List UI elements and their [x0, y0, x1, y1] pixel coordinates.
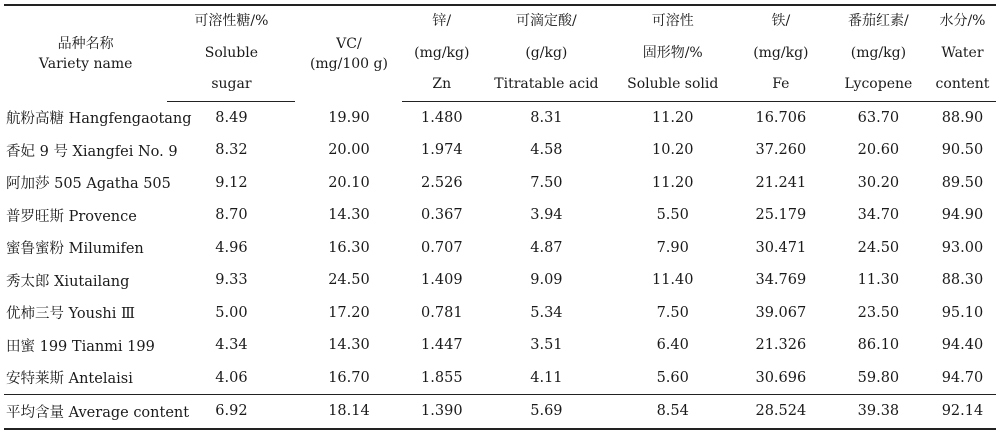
average-value-cell: 18.14 [295, 395, 402, 429]
variety-cell: 田蜜 199 Tianmi 199 [6, 338, 155, 355]
header-soluble-solid-line2: 固形物/% [642, 44, 703, 61]
average-row [4, 395, 996, 429]
header-titratable-acid-line1: 可滴定酸/ [481, 5, 611, 38]
header-fe-line2: (mg/kg) [753, 44, 809, 61]
average-value-cell: 39.38 [828, 395, 929, 429]
value-cell: 9.33 [215, 272, 248, 289]
header-titratable-acid-line2: (g/kg) [525, 44, 568, 61]
value-cell: 1.447 [421, 337, 463, 354]
value-cell: 4.11 [530, 369, 563, 386]
header-line: VC/ [336, 35, 362, 52]
value-cell: 25.179 [755, 207, 807, 224]
value-cell: 8.32 [215, 142, 248, 159]
value-cell: 94.70 [941, 369, 984, 386]
value-cell: 5.60 [656, 369, 689, 386]
header-line: (mg/100 g) [309, 55, 388, 72]
header-lycopene-line2: (mg/kg) [850, 44, 907, 61]
value-cell: 90.50 [941, 142, 984, 159]
value-cell: 86.10 [857, 337, 900, 354]
value-cell: 4.58 [530, 142, 563, 159]
average-value-cell: 8.54 [612, 395, 734, 429]
value-cell: 39.067 [755, 304, 807, 321]
value-cell: 63.70 [857, 109, 900, 126]
value-cell: 8.49 [215, 109, 248, 126]
value-cell: 1.974 [421, 142, 463, 159]
value-cell: 21.241 [755, 174, 807, 191]
variety-cell: 秀太郎 Xiutailang [6, 273, 130, 290]
table-row [4, 101, 996, 134]
value-cell: 1.480 [421, 109, 463, 126]
value-cell: 7.50 [530, 174, 563, 191]
header-fe-line3: Fe [734, 69, 828, 101]
header-lycopene-line3: Lycopene [828, 69, 929, 101]
value-cell: 59.80 [857, 369, 900, 386]
header-fe-line1: 铁/ [734, 5, 828, 38]
value-cell: 17.20 [328, 304, 370, 321]
table-row [4, 362, 996, 395]
value-cell: 14.30 [328, 207, 370, 224]
variety-cell: 航粉高糖 Hangfengaotang [6, 111, 192, 127]
average-value-cell: 28.524 [734, 395, 828, 429]
value-cell: 0.781 [421, 304, 463, 321]
value-cell: 34.70 [857, 207, 900, 224]
header-line: 品种名称 [57, 35, 114, 52]
value-cell: 0.707 [421, 239, 463, 256]
header-zn-line3: Zn [402, 69, 481, 101]
value-cell: 19.90 [328, 109, 370, 126]
header-vc [295, 5, 402, 101]
value-cell: 14.30 [328, 337, 370, 354]
value-cell: 4.06 [215, 369, 248, 386]
variety-cell: 蜜鲁蜜粉 Milumifen [6, 241, 144, 258]
value-cell: 37.260 [755, 142, 807, 159]
header-zn-line1: 锌/ [402, 5, 481, 38]
table-row [4, 329, 996, 362]
value-cell: 94.90 [941, 207, 984, 224]
header-zn-line2: (mg/kg) [414, 44, 470, 61]
value-cell: 30.696 [755, 369, 807, 386]
value-cell: 16.706 [755, 109, 807, 126]
header-line: Variety name [38, 55, 133, 72]
value-cell: 4.87 [530, 239, 563, 256]
average-label-cell: 平均含量 Average content [4, 395, 167, 429]
tomato-quality-table [4, 4, 996, 430]
variety-cell: 优柿三号 Youshi Ⅲ [6, 306, 135, 323]
value-cell: 16.30 [328, 239, 370, 256]
table-header [4, 5, 996, 101]
value-cell: 20.00 [328, 142, 370, 159]
value-cell: 30.20 [857, 174, 900, 191]
value-cell: 23.50 [857, 304, 900, 321]
value-cell: 5.50 [656, 207, 689, 224]
table-row [4, 134, 996, 167]
header-titratable-acid-line3: Titratable acid [481, 69, 611, 101]
value-cell: 11.40 [651, 272, 694, 289]
value-cell: 88.90 [941, 109, 984, 126]
value-cell: 10.20 [651, 142, 694, 159]
header-water-line1: 水分/% [929, 5, 996, 38]
table-row [4, 232, 996, 265]
table-row [4, 297, 996, 330]
value-cell: 21.326 [755, 337, 807, 354]
value-cell: 7.90 [656, 239, 689, 256]
value-cell: 16.70 [328, 369, 370, 386]
value-cell: 3.94 [530, 207, 563, 224]
value-cell: 8.70 [215, 207, 248, 224]
variety-cell: 普罗旺斯 Provence [6, 208, 137, 225]
value-cell: 89.50 [941, 174, 984, 191]
value-cell: 1.855 [421, 369, 463, 386]
header-water-line3: content [929, 69, 996, 101]
value-cell: 0.367 [421, 207, 463, 224]
value-cell: 24.50 [857, 239, 900, 256]
average-value-cell: 92.14 [929, 395, 996, 429]
value-cell: 30.471 [755, 239, 807, 256]
value-cell: 9.09 [530, 272, 563, 289]
value-cell: 5.00 [215, 304, 248, 321]
value-cell: 20.60 [857, 142, 900, 159]
header-variety-name [4, 5, 167, 101]
header-soluble-sugar-line2: Soluble [204, 44, 259, 61]
table-row [4, 199, 996, 232]
value-cell: 6.40 [656, 337, 689, 354]
table-row [4, 264, 996, 297]
variety-cell: 安特莱斯 Antelaisi [6, 371, 133, 388]
table-body [4, 101, 996, 429]
value-cell: 8.31 [530, 109, 563, 126]
variety-cell: 阿加莎 505 Agatha 505 [6, 176, 171, 193]
header-lycopene-line1: 番茄红素/ [828, 5, 929, 38]
value-cell: 11.30 [857, 272, 900, 289]
variety-cell: 香妃 9 号 Xiangfei No. 9 [6, 143, 178, 160]
value-cell: 4.34 [215, 337, 248, 354]
header-soluble-sugar-line3: sugar [167, 69, 295, 101]
value-cell: 2.526 [421, 174, 463, 191]
header-soluble-solid-line3: Soluble solid [612, 69, 734, 101]
value-cell: 11.20 [651, 109, 694, 126]
table-row [4, 167, 996, 200]
value-cell: 4.96 [215, 239, 248, 256]
value-cell: 95.10 [941, 304, 984, 321]
value-cell: 34.769 [755, 272, 807, 289]
value-cell: 20.10 [328, 174, 370, 191]
average-value-cell: 5.69 [481, 395, 611, 429]
value-cell: 9.12 [215, 174, 248, 191]
average-value-cell: 1.390 [402, 395, 481, 429]
value-cell: 88.30 [941, 272, 984, 289]
value-cell: 11.20 [651, 174, 694, 191]
value-cell: 7.50 [656, 304, 689, 321]
value-cell: 1.409 [421, 272, 463, 289]
header-soluble-solid-line1: 可溶性 [612, 5, 734, 38]
average-value-cell: 6.92 [167, 395, 295, 429]
value-cell: 94.40 [941, 337, 984, 354]
header-water-line2: Water [941, 44, 984, 61]
value-cell: 5.34 [530, 304, 563, 321]
value-cell: 3.51 [530, 337, 563, 354]
header-soluble-sugar-line1: 可溶性糖/% [167, 5, 295, 38]
value-cell: 24.50 [328, 272, 370, 289]
value-cell: 93.00 [941, 239, 984, 256]
